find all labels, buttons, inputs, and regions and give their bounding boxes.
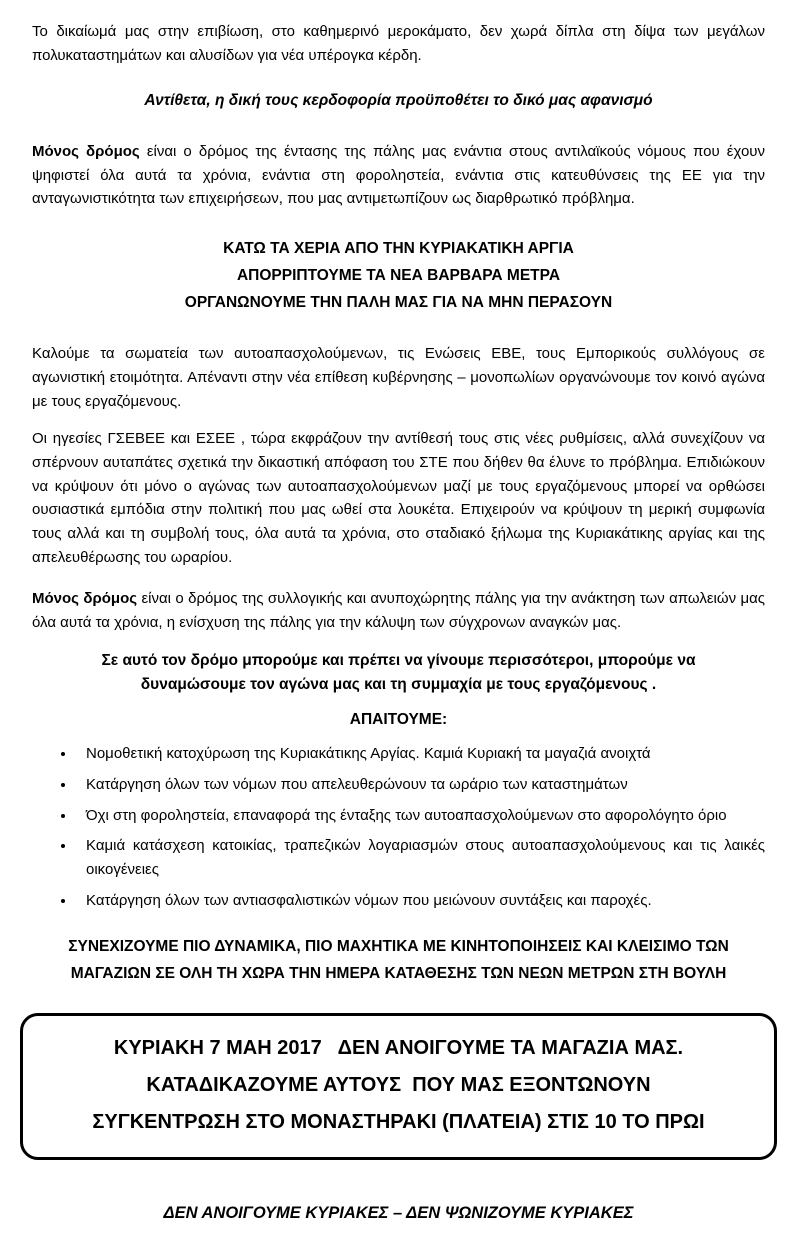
only-road-1-rest: είναι ο δρόμος της έντασης της πάλης μας ενάντια στους αντιλαϊκούς νόμους που έχουν ψηφιστεί όλα αυτά τα χρόνια, ενάντια στη φοροληστεία, ενάντια στις κατευθύνσεις της ΕΕ για την ανταγωνιστικότητα των επιχειρήσεων, που μας αντιμετωπίζουν ως διαρθρωτικό πρόβλημα. [32, 142, 765, 208]
slogan-line-2: ΑΠΟΡΡΙΠΤΟΥΜΕ ΤΑ ΝΕΑ ΒΑΡΒΑΡΑ ΜΕΤΡΑ [236, 267, 561, 285]
call-line: Σε αυτό τον δρόμο μπορούμε και πρέπει να γίνουμε περισσότεροι, μπορούμε να δυναμώσουμε τον αγώνα μας και τη συμμαχία με τους εργαζόμενους . [101, 651, 696, 694]
paragraph-leaders: Οι ηγεσίες ΓΣΕΒΕΕ και ΕΣΕΕ , τώρα εκφράζουν την αντίθεσή τους στις νέες ρυθμίσεις, αλλά συνεχίζουν να σπέρνουν αυταπάτες σχετικά την δικαστική απόφαση του ΣΤΕ που δήθεν θα έλυνε το πρόβλημα. Επιδιώκουν να κρύψουν ότι μόνο ο αγώνας των αυτοαπασχολούμενων μαζί με τους εργαζόμενους μπορεί να ορθώσει ουσιαστικά εμπόδια στην πολιτική που μας ωθεί στα λουκέτα. Επιχειρούν να κρύψουν τη μερική συμφωνία τους αλλά και τη συμβολή τους, όλα αυτά τα χρόνια, στο σταδιακό ξήλωμα της Κυριακάτικης αργίας και της απελευθέρωσης του ωραρίου. [32, 430, 765, 566]
footer-slogan: ΔΕΝ ΑΝΟΙΓΟΥΜΕ ΚΥΡΙΑΚΕΣ – ΔΕΝ ΨΩΝΙΖΟΥΜΕ ΚΥΡΙΑΚΕΣ [163, 1204, 634, 1223]
demand-item: • Κατάργηση όλων των νόμων που απελευθερώνουν τα ωράριο των καταστημάτων [76, 773, 765, 797]
announcement-box [20, 1013, 777, 1160]
slogan-line-3: ΟΡΓΑΝΩΝΟΥΜΕ ΤΗΝ ΠΑΛΗ ΜΑΣ ΓΙΑ ΝΑ ΜΗΝ ΠΕΡΑΣΟΥΝ [184, 294, 613, 312]
paragraph-call-unions: Καλούμε τα σωματεία των αυτοαπασχολούμενων, τις Ενώσεις ΕΒΕ, τους Εμπορικούς συλλόγους σε αγωνιστική ετοιμότητα. Απέναντι στην νέα επίθεση κυβέρνησης – μονοπωλίων οργανώνουμε τον κοινό αγώνα με τους εργαζόμενους. [32, 345, 765, 410]
announcement-line-3: ΣΥΓΚΕΝΤΡΩΣΗ ΣΤΟ ΜΟΝΑΣΤΗΡΑΚΙ (ΠΛΑΤΕΙΑ) ΣΤΙΣ 10 ΤΟ ΠΡΩΙ [92, 1111, 705, 1134]
only-road-2-lead: Μόνος δρόμος [32, 590, 138, 608]
paragraph-intro: Το δικαίωμά μας στην επιβίωση, στο καθημερινό μεροκάματο, δεν χωρά δίπλα στη δίψα των μεγάλων πολυκαταστημάτων και αλυσίδων για νέα υπέρογκα κέρδη. [32, 23, 765, 64]
slogan-block [32, 235, 765, 316]
only-road-1-lead: Μόνος δρόμος [32, 142, 140, 160]
demand-item: • Κατάργηση όλων των αντιασφαλιστικών νόμων που μειώνουν συντάξεις και παροχές. [76, 889, 765, 913]
paragraph-only-road-2 [32, 587, 765, 634]
announcement-line-2: ΚΑΤΑΔΙΚΑΖΟΥΜΕ ΑΥΤΟΥΣ ΠΟΥ ΜΑΣ ΕΞΟΝΤΩΝΟΥΝ [146, 1074, 651, 1097]
demands-heading: ΑΠΑΙΤΟΥΜΕ: [349, 710, 448, 728]
continue-line: ΣΥΝΕΧΙΖΟΥΜΕ ΠΙΟ ΔΥΝΑΜΙΚΑ, ΠΙΟ ΜΑΧΗΤΙΚΑ ΜΕ ΚΙΝΗΤΟΠΟΙΗΣΕΙΣ ΚΑΙ ΚΛΕΙΣΙΜΟ ΤΩΝ ΜΑΓΑΖΙΩΝ ΣΕ ΟΛΗ ΤΗ ΧΩΡΑ ΤΗΝ ΗΜΕΡΑ ΚΑΤΑΘΕΣΗΣ ΤΩΝ ΝΕΩΝ ΜΕΤΡΩΝ ΣΤΗ ΒΟΥΛΗ [68, 938, 729, 982]
only-road-2-rest: είναι ο δρόμος της συλλογικής και ανυποχώρητης πάλης για την ανάκτηση των απωλειών μας όλα αυτά τα χρόνια, η ενίσχυση της πάλης για την κάλυψη των σύγχρονων αναγκών μας. [32, 590, 766, 632]
demand-item: • Όχι στη φοροληστεία, επαναφορά της ένταξης των αυτοαπασχολούμενων στο αφορολόγητο όριο [76, 804, 765, 828]
demand-item: • Νομοθετική κατοχύρωση της Κυριακάτικης Αργίας. Καμιά Κυριακή τα μαγαζιά ανοιχτά [76, 742, 765, 766]
announcement-line-1: ΚΥΡΙΑΚΗ 7 ΜΑΗ 2017 ΔΕΝ ΑΝΟΙΓΟΥΜΕ ΤΑ ΜΑΓΑΖΙΑ ΜΑΣ. [113, 1037, 684, 1060]
emphasis-line: Αντίθετα, η δική τους κερδοφορία προϋποθέτει το δικό μας αφανισμό [144, 92, 653, 110]
demands-list [32, 742, 765, 912]
paragraph-only-road-1 [32, 140, 765, 211]
slogan-line-1: ΚΑΤΩ ΤΑ ΧΕΡΙΑ ΑΠΟ ΤΗΝ ΚΥΡΙΑΚΑΤΙΚΗ ΑΡΓΙΑ [223, 239, 574, 257]
demand-item: • Καμιά κατάσχεση κατοικίας, τραπεζικών λογαριασμών στους αυτοαπασχολούμενους και τις λαικές οικογένειες [76, 834, 765, 881]
